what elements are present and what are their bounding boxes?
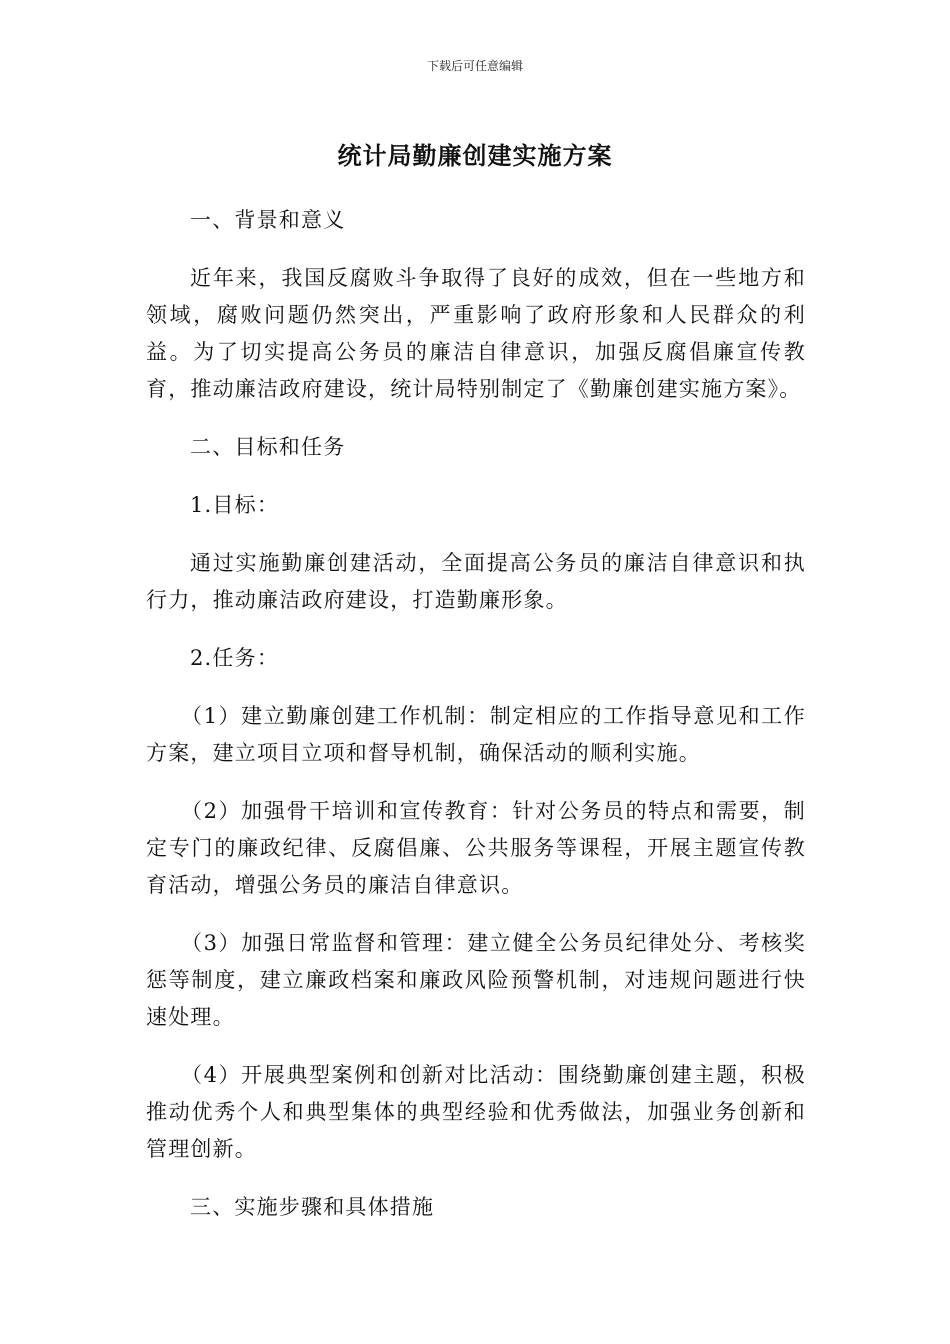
subsection-heading: 2.任务： — [190, 646, 280, 670]
body-paragraph: 通过实施勤廉创建活动，全面提高公务员的廉洁自律意识和执行力，推动廉洁政府建设，打造勤廉形象。 — [146, 551, 806, 612]
task-item: （2）加强骨干培训和宣传教育：针对公务员的特点和需要，制定专门的廉政纪律、反腐倡廉、公共服务等课程，开展主题宣传教育活动，增强公务员的廉洁自律意识。 — [146, 799, 806, 897]
section-heading: 二、目标和任务 — [190, 435, 346, 459]
subsection-heading: 1.目标： — [190, 493, 280, 517]
section-heading: 一、背景和意义 — [190, 208, 346, 232]
task-item: （4）开展典型案例和创新对比活动：围绕勤廉创建主题，积极推动优秀个人和典型集体的典型经验和优秀做法，加强业务创新和管理创新。 — [146, 1063, 806, 1161]
section-heading: 三、实施步骤和具体措施 — [190, 1195, 435, 1219]
document-body — [146, 202, 806, 1247]
header-note: 下载后可任意编辑 — [426, 59, 523, 73]
body-paragraph: 近年来，我国反腐败斗争取得了良好的成效，但在一些地方和领域，腐败问题仍然突出，严重影响了政府形象和人民群众的利益。为了切实提高公务员的廉洁自律意识，加强反腐倡廉宣传教育，推动廉洁政府建设，统计局特别制定了《勤廉创建实施方案》。 — [146, 266, 806, 401]
document-title: 统计局勤廉创建实施方案 — [337, 142, 613, 170]
task-item: （3）加强日常监督和管理：建立健全公务员纪律处分、考核奖惩等制度，建立廉政档案和廉政风险预警机制，对违规问题进行快速处理。 — [146, 931, 806, 1029]
task-item: （1）建立勤廉创建工作机制：制定相应的工作指导意见和工作方案，建立项目立项和督导机制，确保活动的顺利实施。 — [146, 704, 806, 765]
